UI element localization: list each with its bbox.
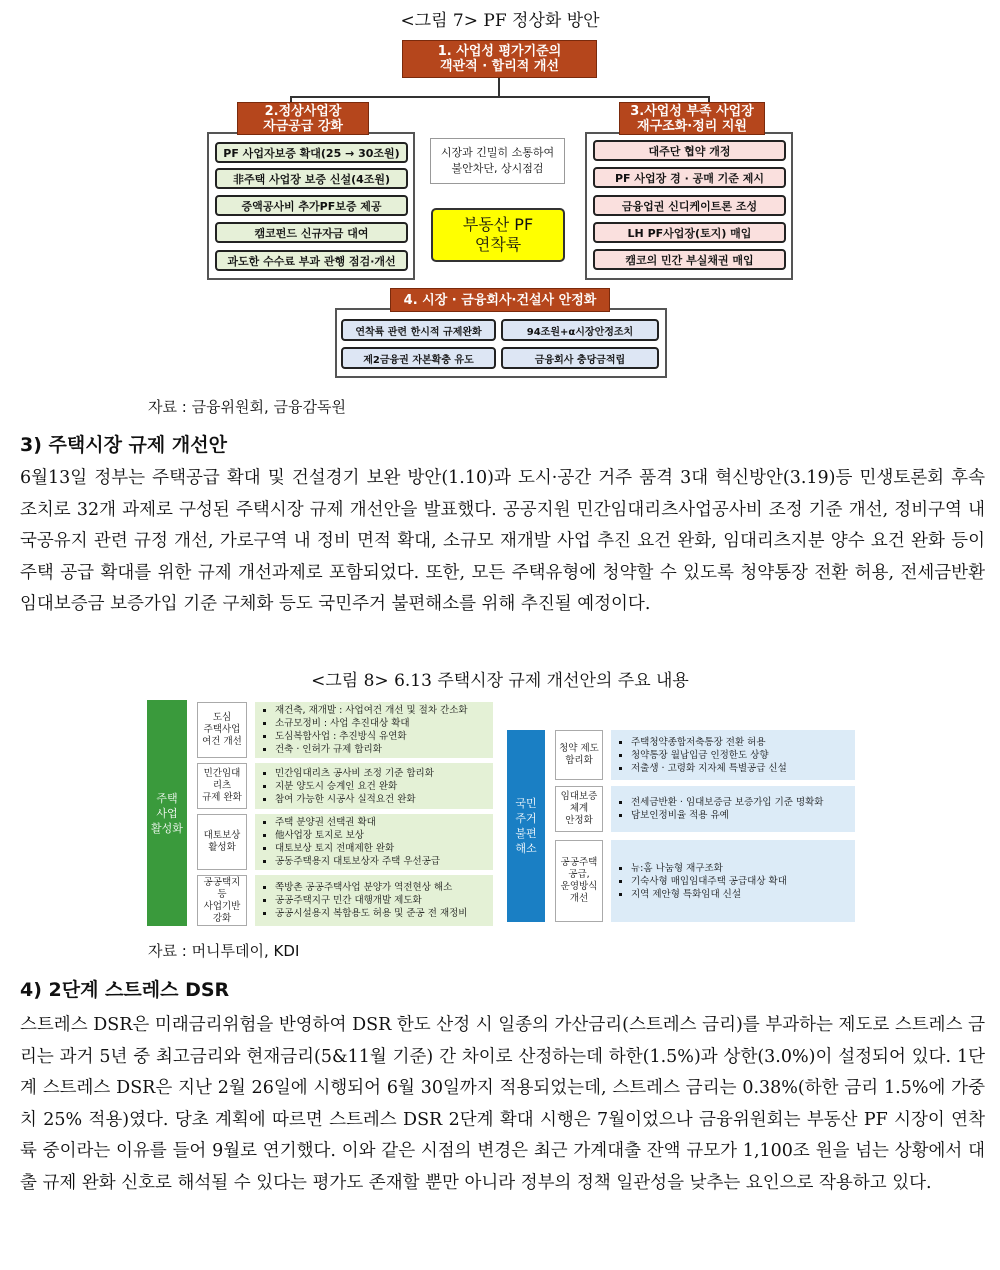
list-item: ▪ 전세금반환 · 임대보증금 보증가입 기준 명확화 — [631, 796, 847, 809]
figure-7-source: 자료 : 금융위원회, 금융감독원 — [148, 398, 347, 416]
housing-reform-figure — [147, 700, 857, 930]
left-item: 과도한 수수료 부과 관행 점검·개선 — [215, 250, 408, 271]
bottom-item: 94조원+α시장안정조치 — [501, 319, 659, 341]
right-item: PF 사업장 경 · 공매 기준 제시 — [593, 167, 786, 188]
list-item: ▪ 청약통장 월납입금 인정한도 상향 — [631, 749, 847, 762]
category-label: 임대보증 체계 안정화 — [555, 786, 603, 832]
center-note: 시장과 긴밀히 소통하여 불안차단, 상시점검 — [430, 138, 565, 184]
top-box: 1. 사업성 평가기준의 객관적 · 합리적 개선 — [402, 40, 597, 78]
connector-line — [498, 76, 500, 98]
list-item: ▪ 재건축, 재개발 : 사업여건 개선 및 절차 간소화 — [275, 704, 485, 717]
list-item: ▪ 주택청약종합저축통장 전환 허용 — [631, 736, 847, 749]
list-item: ▪ 대토보상 토지 전매제한 완화 — [275, 842, 485, 855]
figure-8-source: 자료 : 머니투데이, KDI — [148, 942, 300, 960]
list-item: ▪ 지역 제안형 특화임대 신설 — [631, 888, 847, 901]
list-item: ▪ 참여 가능한 시공사 실적요건 완화 — [275, 793, 485, 806]
item-list — [611, 786, 855, 832]
list-item: ▪ 저출생 · 고령화 지자체 특별공급 신설 — [631, 762, 847, 775]
list-item: ▪ 담보인정비율 적용 유예 — [631, 809, 847, 822]
left-item: 非주택 사업장 보증 신설(4조원) — [215, 168, 408, 189]
category-label: 민간임대 리츠 규제 완화 — [197, 763, 247, 809]
connector-line — [290, 96, 710, 98]
bottom-item: 제2금융권 자본확충 유도 — [341, 347, 496, 369]
bottom-header: 4. 시장 · 금융회사·건설사 안정화 — [390, 288, 610, 312]
section-4-body: 스트레스 DSR은 미래금리위험을 반영하여 DSR 한도 산정 시 일종의 가산금리(스트레스 금리)를 부과하는 제도로 스트레스 금리는 과거 5년 중 최고금리와 현재금리(5&11월 기준) 간 차이로 산정하는데 하한(1.5%)과 상한(3.0%)이 설정되어 있다. 1단계 스트레스 DSR은 지난 2월 26일에 시행되어 6월 30일까지 적용되었는데, 스트레스 금리는 0.38%(하한 금리 1.5%에 가중치 25% 적용)였다. 당초 계획에 따르면 스트레스 DSR 2단계 확대 시행은 7월이었으나 금융위원회는 부동산 PF 시장이 연착륙 중이라는 이유를 들어 9월로 연기했다. 이와 같은 시점의 변경은 최근 가계대출 잔액 규모가 1,100조 원을 넘는 상황에서 대출 규제 완화 신호로 해석될 수 있다는 평가도 존재할 뿐만 아니라 정부의 정책 일관성을 낮추는 요인으로 작용하고 있다. — [20, 1015, 985, 1193]
right-item: 캠코의 민간 부실채권 매입 — [593, 249, 786, 270]
center-main-box: 부동산 PF 연착륙 — [431, 208, 565, 262]
right-category-bar: 국민 주거 불편 해소 — [507, 730, 545, 922]
list-item: ▪ 쪽방촌 공공주택사업 분양가 역전현상 해소 — [275, 881, 485, 894]
section-3-heading: 3) 주택시장 규제 개선안 — [20, 434, 227, 456]
section-3-body: 6월13일 정부는 주택공급 확대 및 건설경기 보완 방안(1.10)과 도시·공간 거주 품격 3대 혁신방안(3.19)등 민생토론회 후속 조치로 32개 과제로 구성된 주택시장 규제 개선안을 발표했다. 공공지원 민간임대리츠사업공사비 조정 기준 개선, 정비구역 내 국공유지 관련 규정 개선, 가로구역 내 정비 면적 확대, 소규모 재개발 사업 추진 요건 완화, 임대리츠지분 양수 요건 완화 등이 주택 공급 확대를 위한 규제 개선과제로 포함되었다. 또한, 모든 주택유형에 청약할 수 있도록 청약통장 전환 허용, 전세금반환 임대보증금 보증가입 기준 구체화 등도 국민주거 불편해소를 위해 추진될 예정이다. — [20, 468, 985, 614]
left-item: PF 사업자보증 확대(25 → 30조원) — [215, 142, 408, 163]
list-item: ▪ 뉴:홈 나눔형 재구조화 — [631, 862, 847, 875]
item-list — [255, 814, 493, 870]
category-label: 대토보상 활성화 — [197, 814, 247, 870]
item-list — [255, 875, 493, 926]
item-list — [255, 702, 493, 758]
category-label: 공공택지 등 사업기반 강화 — [197, 875, 247, 926]
right-header: 3.사업성 부족 사업장 재구조화·정리 지원 — [619, 102, 765, 135]
list-item: ▪ 건축 · 인허가 규제 합리화 — [275, 743, 485, 756]
right-item: LH PF사업장(토지) 매입 — [593, 222, 786, 243]
category-label: 청약 제도 합리화 — [555, 730, 603, 780]
section-4-heading: 4) 2단계 스트레스 DSR — [20, 979, 230, 1001]
bottom-item: 금융회사 충당금적립 — [501, 347, 659, 369]
list-item: ▪ 지분 양도시 승계인 요건 완화 — [275, 780, 485, 793]
list-item: ▪ 他사업장 토지로 보상 — [275, 829, 485, 842]
category-label: 도심 주택사업 여건 개선 — [197, 702, 247, 758]
right-item: 금융업권 신디케이트론 조성 — [593, 195, 786, 216]
figure-7-caption: <그림 7> PF 정상화 방안 — [400, 11, 600, 31]
left-item: 캠코펀드 신규자금 대여 — [215, 222, 408, 243]
left-header: 2.정상사업장 자금공급 강화 — [237, 102, 369, 135]
left-item: 증액공사비 추가PF보증 제공 — [215, 195, 408, 216]
list-item: ▪ 주택 분양권 선택권 확대 — [275, 816, 485, 829]
item-list — [611, 730, 855, 780]
list-item: ▪ 도심복합사업 : 추진방식 유연화 — [275, 730, 485, 743]
item-list — [255, 763, 493, 809]
list-item: ▪ 공동주택용지 대토보상자 주택 우선공급 — [275, 855, 485, 868]
category-label: 공공주택 공급, 운영방식 개선 — [555, 840, 603, 922]
item-list — [611, 840, 855, 922]
list-item: ▪ 공공주택지구 민간 대행개발 제도화 — [275, 894, 485, 907]
right-item: 대주단 협약 개정 — [593, 140, 786, 161]
list-item: ▪ 민간임대리츠 공사비 조정 기준 합리화 — [275, 767, 485, 780]
bottom-item: 연착륙 관련 한시적 규제완화 — [341, 319, 496, 341]
figure-8-caption: <그림 8> 6.13 주택시장 규제 개선안의 주요 내용 — [311, 671, 689, 691]
list-item: ▪ 기숙사형 매입임대주택 공급대상 확대 — [631, 875, 847, 888]
left-category-bar: 주택 사업 활성화 — [147, 700, 187, 926]
list-item: ▪ 공공시설용지 복합용도 허용 및 준공 전 재정비 — [275, 907, 485, 920]
list-item: ▪ 소규모정비 : 사업 추진대상 확대 — [275, 717, 485, 730]
pf-normalization-diagram — [205, 36, 795, 391]
